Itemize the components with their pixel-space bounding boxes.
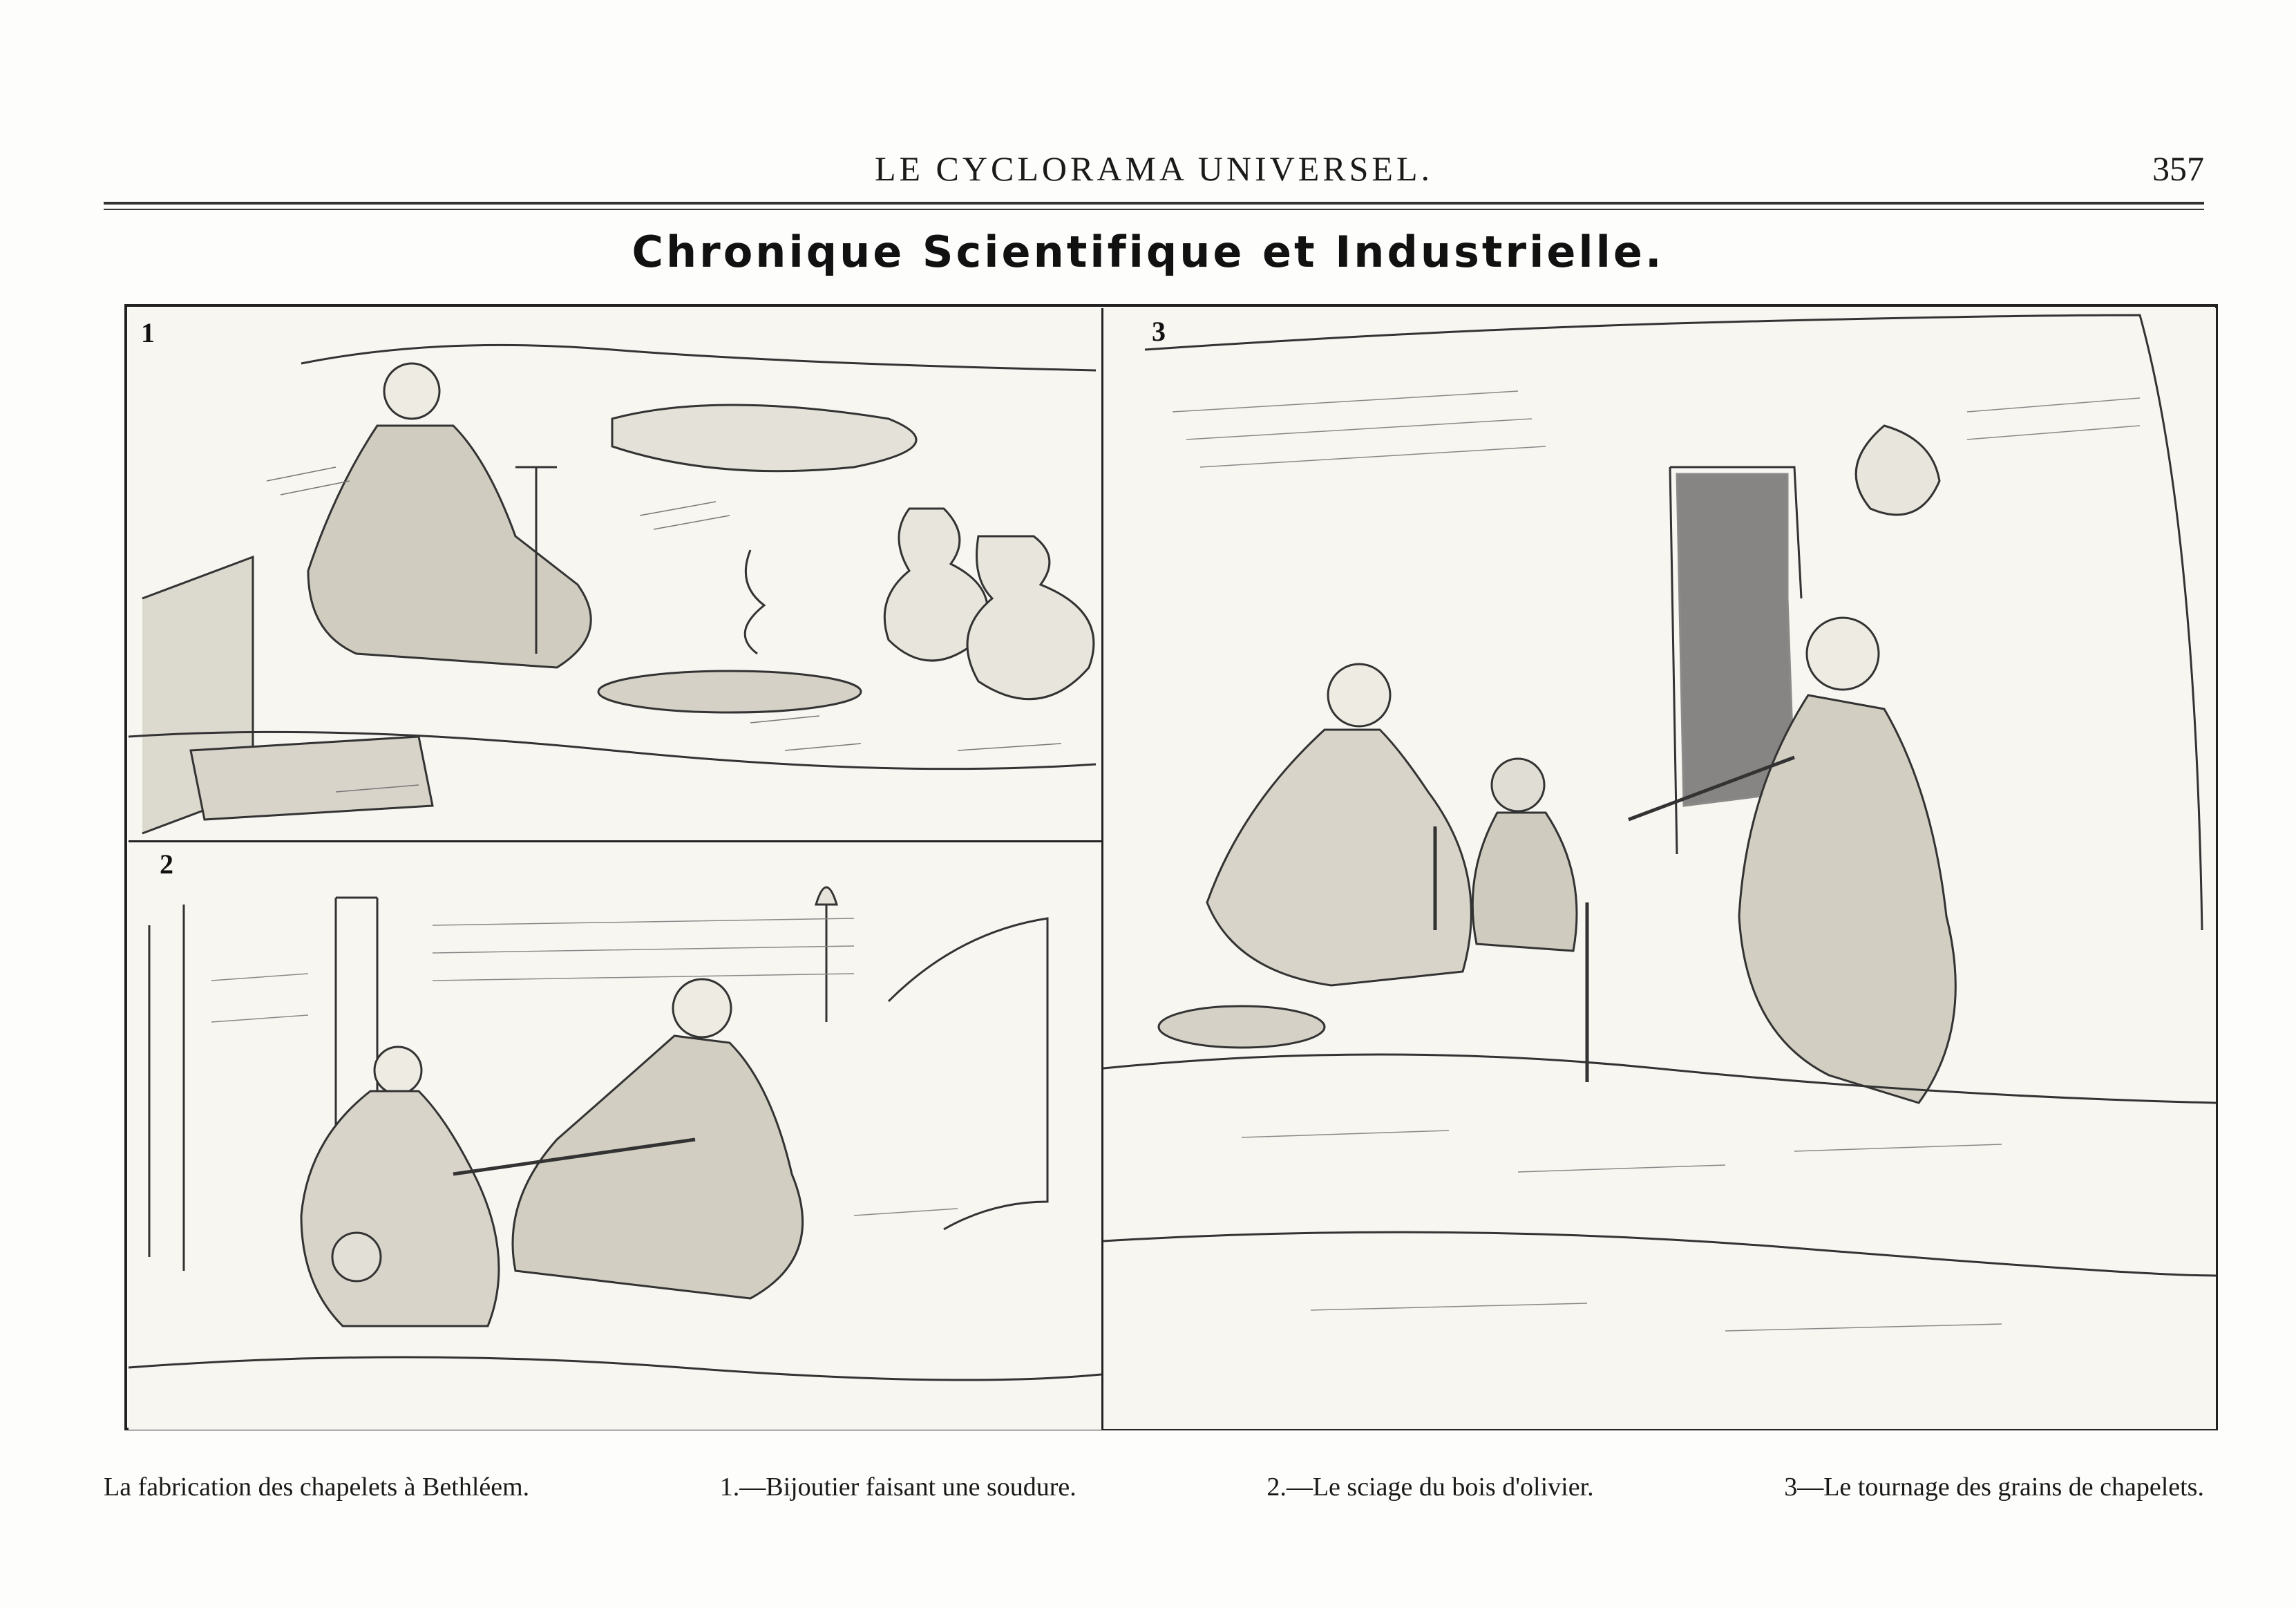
caption-item-1: 1.—Bijoutier faisant une soudure. [719,1473,1076,1502]
panel-number-1: 1 [141,317,155,348]
journal-title: LE CYCLORAMA UNIVERSEL. [874,149,1434,188]
caption-intro: La fabrication des chapelets à Bethléem. [104,1473,530,1502]
engraving-turning-rosary-beads [1103,308,2216,1429]
engraving-jeweller-soldering [129,308,1101,840]
panel-number-3: 3 [1152,316,1166,347]
caption-item-3: 3—Le tournage des grains de chapelets. [1784,1473,2204,1502]
illustration-panel-1 [129,308,1103,842]
header-rule-thin [104,209,2204,210]
panel-number-2: 2 [160,849,173,880]
engraving-sawing-olive-wood [129,842,1101,1430]
illustration-panel-2 [129,842,1103,1430]
caption-item-2: 2.—Le sciage du bois d'olivier. [1266,1473,1594,1502]
illustration-panel-3 [1103,308,2216,1429]
page-number: 357 [2152,149,2204,188]
running-head [104,142,2204,197]
section-title: Chronique Scientifique et Industrielle. [632,227,1664,277]
illustration-plate [124,304,2218,1430]
figure-caption [104,1472,2204,1502]
header-rule [104,202,2204,205]
